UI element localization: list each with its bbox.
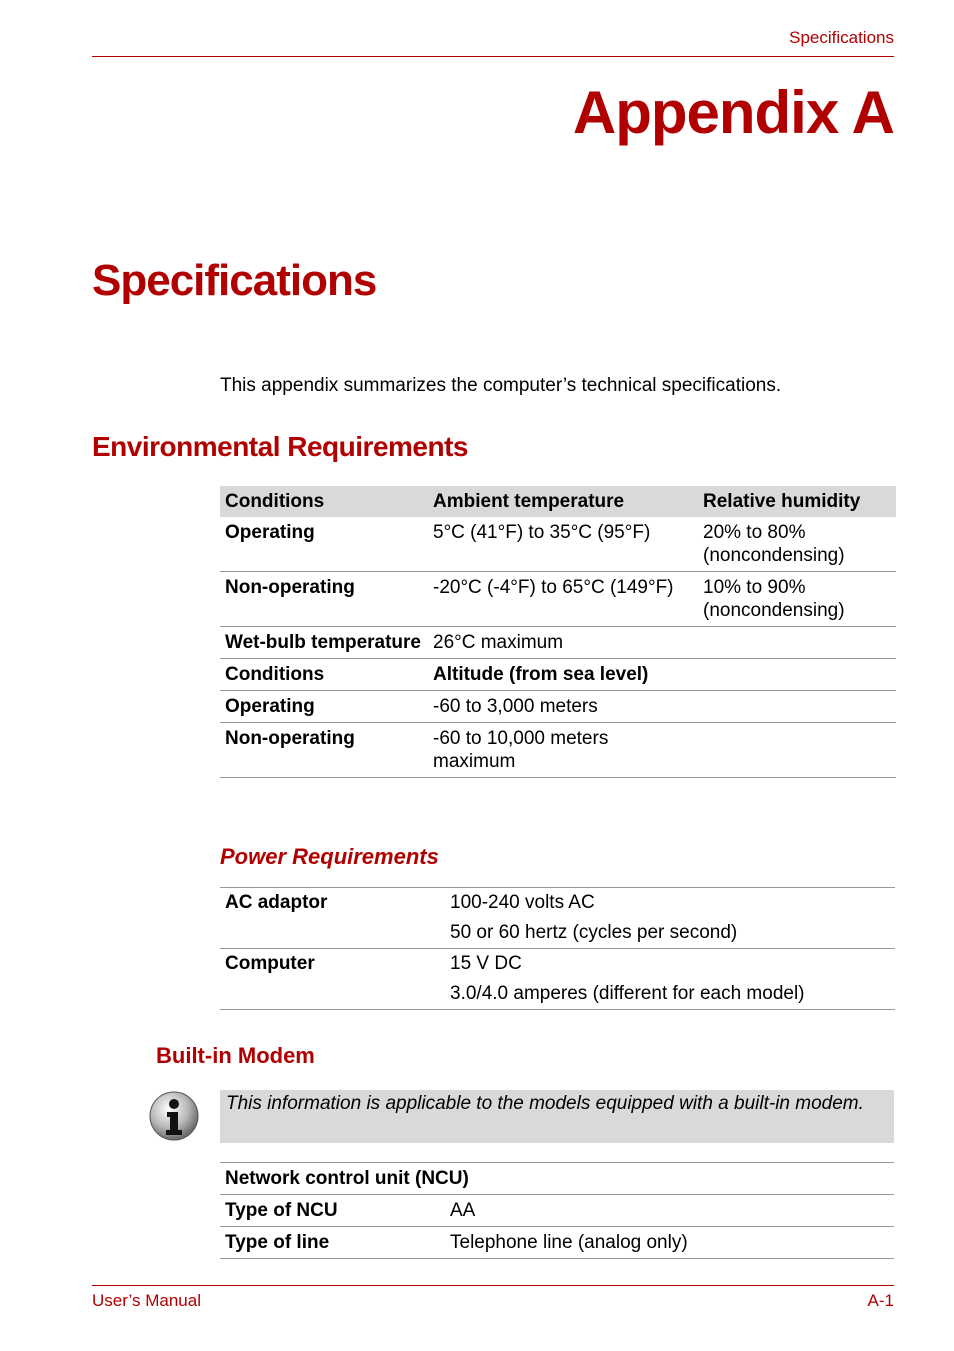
table-cell: Non-operating — [225, 577, 355, 598]
environmental-table — [220, 486, 896, 778]
table-cell — [698, 627, 896, 659]
table-cell: -20°C (-4°F) to 65°C (149°F) — [433, 577, 674, 598]
modem-heading: Built-in Modem — [156, 1043, 315, 1068]
environmental-heading: Environmental Requirements — [92, 431, 468, 462]
table-cell-empty — [220, 918, 445, 949]
table-row — [220, 517, 896, 572]
type-of-line-label: Type of line — [225, 1232, 330, 1253]
modem-table — [220, 1162, 894, 1259]
page-number: A-1 — [867, 1291, 894, 1310]
table-cell — [698, 659, 896, 691]
table-cell: 5°C (41°F) to 35°C (95°F) — [433, 522, 651, 543]
computer-amperes: 3.0/4.0 amperes (different for each model) — [450, 983, 805, 1004]
table-cell: -60 to 3,000 meters — [433, 696, 598, 717]
table-cell: Operating — [225, 522, 315, 543]
table-cell: 20% to 80% (noncondensing) — [703, 522, 845, 566]
table-cell: Conditions — [225, 491, 325, 512]
info-icon — [148, 1090, 200, 1142]
ac-adaptor-voltage: 100-240 volts AC — [450, 892, 595, 913]
type-of-line-value: Telephone line (analog only) — [450, 1232, 688, 1253]
table-cell: 26°C maximum — [433, 632, 564, 653]
intro-paragraph: This appendix summarizes the computer’s technical specifications. — [220, 375, 782, 396]
table-cell — [698, 691, 896, 723]
table-cell: Non-operating — [225, 728, 355, 749]
table-cell — [698, 723, 896, 778]
table-cell: Ambient temperature — [433, 491, 625, 512]
running-header: Specifications — [789, 28, 894, 47]
note-box — [220, 1090, 894, 1143]
table-cell: Altitude (from sea level) — [433, 664, 649, 685]
note-text: This information is applicable to the models equipped with a built-in modem. — [226, 1093, 864, 1114]
section-title: Specifications — [92, 256, 377, 305]
chapter-title: Appendix A — [572, 79, 894, 146]
computer-voltage: 15 V DC — [450, 953, 522, 974]
table-row — [220, 723, 896, 778]
power-heading: Power Requirements — [220, 844, 439, 869]
table-row — [220, 691, 896, 723]
computer-label: Computer — [225, 953, 315, 974]
table-cell: Wet-bulb temperature — [225, 632, 422, 653]
ac-adaptor-frequency: 50 or 60 hertz (cycles per second) — [450, 922, 738, 943]
type-of-ncu-label: Type of NCU — [225, 1200, 338, 1221]
table-cell: 10% to 90% (noncondensing) — [703, 577, 845, 621]
ac-adaptor-label: AC adaptor — [225, 892, 328, 913]
type-of-ncu-value: AA — [450, 1200, 476, 1221]
header-rule — [92, 56, 894, 57]
table-row — [220, 572, 896, 627]
table-row — [220, 659, 896, 691]
table-cell: Conditions — [225, 664, 325, 685]
table-cell-empty — [220, 979, 445, 1010]
footer-rule — [92, 1285, 894, 1286]
footer-manual-title: User’s Manual — [92, 1291, 201, 1310]
table-cell: Relative humidity — [703, 491, 861, 512]
ncu-header: Network control unit (NCU) — [225, 1168, 469, 1189]
table-cell: Operating — [225, 696, 315, 717]
table-row — [220, 486, 896, 517]
power-table — [220, 887, 895, 1010]
table-cell: -60 to 10,000 meters maximum — [433, 728, 609, 772]
table-row — [220, 627, 896, 659]
